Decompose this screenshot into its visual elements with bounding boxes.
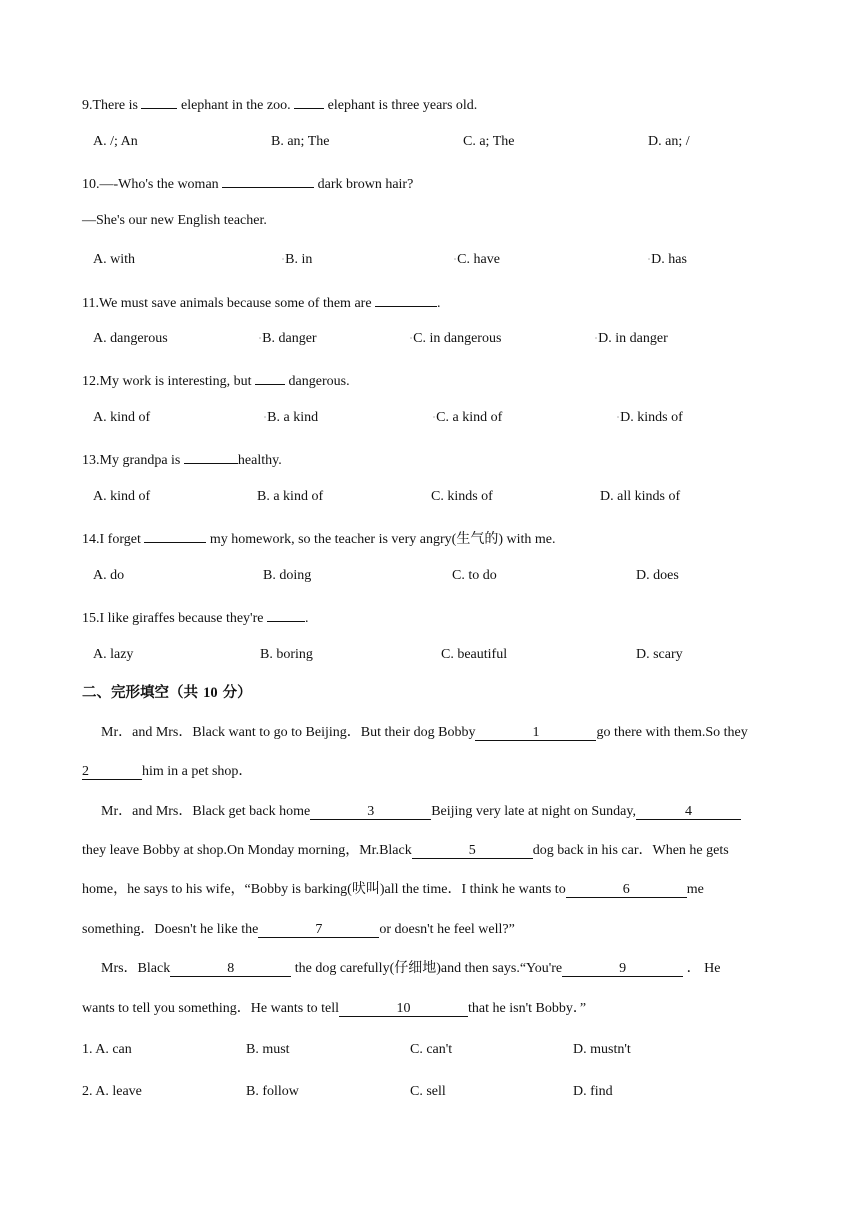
q11-stem: . — [437, 296, 441, 311]
cloze-blank[interactable]: 10 — [339, 1001, 468, 1017]
marker-dot-icon: ▫ — [282, 257, 285, 263]
passage-line: Mrs．Black 8 the dog carefully(仔细地)and then says.“You're 9 ． He — [101, 961, 721, 976]
q12-option-c[interactable]: ▫C. a kind of — [433, 410, 503, 425]
marker-dot-icon: ▫ — [595, 336, 598, 342]
cloze-blank[interactable]: 7 — [258, 922, 379, 938]
q11-option-a[interactable]: A. dangerous — [93, 331, 168, 346]
q9-stem: 9.There is — [82, 98, 142, 113]
q14-option-b[interactable]: B. doing — [263, 568, 312, 583]
q11-stem: 11.We must save animals because some of them are — [82, 296, 376, 311]
q14-option-a[interactable]: A. do — [93, 568, 125, 583]
q10-stem: dark brown hair? — [314, 177, 414, 192]
answer-blank[interactable] — [255, 369, 285, 385]
q10-option-b[interactable]: ▫B. in — [282, 252, 313, 267]
cloze1-option-d[interactable]: D. mustn't — [573, 1042, 631, 1057]
q11-option-b[interactable]: ▫B. danger — [259, 331, 317, 346]
q9-stem: elephant is three years old. — [324, 98, 478, 113]
question-13 — [82, 448, 282, 470]
q10-answer-line: —She's our new English teacher. — [82, 213, 267, 228]
q13-option-a[interactable]: A. kind of — [93, 489, 151, 504]
q15-option-c[interactable]: C. beautiful — [441, 647, 508, 662]
marker-dot-icon: ▫ — [259, 336, 262, 342]
answer-blank[interactable] — [267, 606, 305, 622]
passage-line: 2 him in a pet shop． — [82, 764, 253, 779]
q13-option-d[interactable]: D. all kinds of — [600, 489, 681, 504]
cloze-blank[interactable]: 9 — [562, 961, 683, 977]
q12-option-b[interactable]: ▫B. a kind — [264, 410, 319, 425]
passage-line: something．Doesn't he like the 7 or doesn't he feel well?” — [82, 922, 515, 937]
q9-option-a[interactable]: A. /; An — [93, 134, 138, 149]
cloze1-option-a[interactable]: 1. A. can — [82, 1042, 132, 1057]
q14-stem: my homework, so the teacher is very angry(生气的) with me. — [206, 532, 556, 547]
q15-option-d[interactable]: D. scary — [636, 647, 683, 662]
cloze-blank[interactable]: 1 — [475, 725, 596, 741]
q9-stem: elephant in the zoo. — [177, 98, 295, 113]
q15-stem: . — [304, 611, 309, 626]
q11-option-d[interactable]: ▫D. in danger — [595, 331, 668, 346]
q12-stem: dangerous. — [285, 374, 350, 389]
marker-dot-icon: ▫ — [410, 336, 413, 342]
cloze2-option-d[interactable]: D. find — [573, 1084, 613, 1099]
q14-stem: 14.I forget — [82, 532, 145, 547]
cloze-blank[interactable]: 5 — [412, 843, 533, 859]
answer-blank[interactable] — [375, 291, 437, 307]
q10-option-c[interactable]: ▫C. have — [454, 252, 500, 267]
q9-option-c[interactable]: C. a; The — [463, 134, 515, 149]
cloze1-option-b[interactable]: B. must — [246, 1042, 290, 1057]
marker-dot-icon: ▫ — [617, 415, 620, 421]
q15-option-b[interactable]: B. boring — [260, 647, 313, 662]
answer-blank[interactable] — [222, 172, 314, 188]
q10-stem: 10.—-Who's the woman — [82, 177, 223, 192]
question-10 — [82, 172, 413, 194]
marker-dot-icon: ▫ — [433, 415, 436, 421]
cloze-blank[interactable]: 8 — [170, 961, 291, 977]
passage-line: wants to tell you something．He wants to tell 10 that he isn't Bobby．” — [82, 1001, 587, 1016]
marker-dot-icon: ▫ — [454, 257, 457, 263]
cloze-blank[interactable]: 6 — [566, 882, 687, 898]
question-9 — [82, 93, 477, 115]
q12-option-a[interactable]: A. kind of — [93, 410, 151, 425]
q15-stem: 15.I like giraffes because they're — [82, 611, 267, 626]
answer-blank[interactable] — [294, 93, 324, 109]
marker-dot-icon: ▫ — [648, 257, 651, 263]
q9-option-b[interactable]: B. an; The — [271, 134, 330, 149]
answer-blank[interactable] — [141, 93, 177, 109]
question-12 — [82, 369, 350, 391]
cloze2-option-b[interactable]: B. follow — [246, 1084, 299, 1099]
q9-option-d[interactable]: D. an; / — [648, 134, 690, 149]
cloze-blank[interactable]: 2 — [82, 764, 142, 780]
passage-line: home，he says to his wife，“Bobby is barking(吠叫)all the time．I think he wants to 6 me — [82, 882, 704, 897]
question-11 — [82, 291, 441, 313]
q10-option-d[interactable]: ▫D. has — [648, 252, 687, 267]
passage-line: Mr．and Mrs．Black want to go to Beijing．But their dog Bobby 1 go there with them.So they — [101, 725, 748, 740]
q12-option-d[interactable]: ▫D. kinds of — [617, 410, 683, 425]
answer-blank[interactable] — [144, 527, 206, 543]
section-heading: 二、完形填空（共 10 分） — [82, 685, 252, 701]
cloze2-option-c[interactable]: C. sell — [410, 1084, 446, 1099]
q12-stem: 12.My work is interesting, but — [82, 374, 256, 389]
cloze-blank[interactable]: 3 — [310, 804, 431, 820]
passage-line: Mr．and Mrs．Black get back home 3 Beijing very late at night on Sunday, 4 — [101, 803, 741, 821]
q13-stem: 13.My grandpa is — [82, 453, 184, 468]
q13-stem: healthy. — [237, 453, 282, 468]
cloze2-option-a[interactable]: 2. A. leave — [82, 1084, 142, 1099]
question-14 — [82, 527, 555, 549]
q14-option-c[interactable]: C. to do — [452, 568, 497, 583]
question-15 — [82, 606, 308, 628]
q11-option-c[interactable]: ▫C. in dangerous — [410, 331, 502, 346]
q14-option-d[interactable]: D. does — [636, 568, 679, 583]
q10-option-a[interactable]: A. with — [93, 252, 135, 267]
cloze-blank[interactable]: 4 — [636, 804, 741, 820]
q13-option-b[interactable]: B. a kind of — [257, 489, 324, 504]
marker-dot-icon: ▫ — [264, 415, 267, 421]
q13-option-c[interactable]: C. kinds of — [431, 489, 493, 504]
passage-line: they leave Bobby at shop.On Monday morning，Mr.Black 5 dog back in his car．When he gets — [82, 843, 729, 858]
answer-blank[interactable] — [184, 448, 238, 464]
cloze1-option-c[interactable]: C. can't — [410, 1042, 453, 1057]
q15-option-a[interactable]: A. lazy — [93, 647, 134, 662]
